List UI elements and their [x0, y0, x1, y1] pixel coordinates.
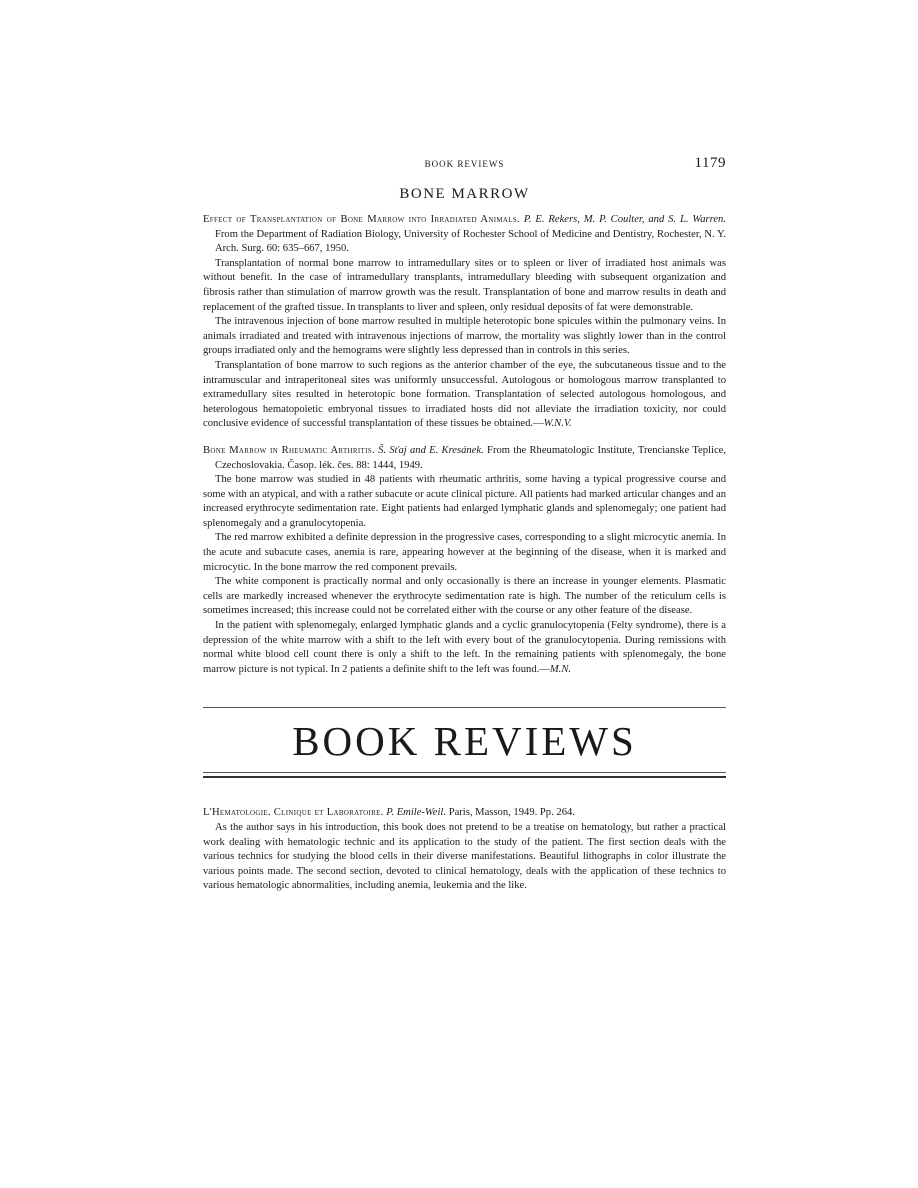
- running-head: [203, 155, 726, 175]
- book-title: L'Hematologie. Clinique et Laboratoire.: [203, 807, 384, 819]
- abstract-paragraph: The bone marrow was studied in 48 patients with rheumatic arthritis, some having a typical progressive course and some with an atypical, and with a rather subacute or acute clinical picture. All patients had marked articular changes and an increased erythrocyte sedimentation rate. Eight patients had enlarged lymphatic glands and splenomegaly; one patient had splenomegaly and a granulocytopenia.: [203, 474, 727, 529]
- double-rule-divider: [203, 772, 726, 778]
- reviewer-initials: W.N.V.: [543, 418, 572, 430]
- section-title: BONE MARROW: [399, 186, 530, 202]
- page-number: 1179: [694, 155, 726, 171]
- book-review-paragraph: As the author says in his introduction, this book does not pretend to be a treatise on hematology, but rather a practical work dealing with hematologic technic and its application to the study of the patient. The first section deals with the various technics for studying the blood cells in their diverse manifestations. Beautiful lithographs in color illustrate the various points made. The second section, devoted to clinical hematology, deals with the application of these technics to various hematologic abnormalities, including anemia, leukemia and the like.: [203, 822, 726, 892]
- abstract-transplantation: [203, 213, 726, 432]
- journal-page: [203, 155, 726, 894]
- book-publication: Paris, Masson, 1949. Pp. 264.: [448, 807, 575, 819]
- running-head-title: BOOK REVIEWS: [424, 159, 505, 169]
- book-reviews-heading: BOOK REVIEWS: [292, 718, 637, 765]
- abstract-citation: [203, 213, 726, 257]
- rule-divider: [203, 707, 726, 708]
- abstract-paragraph: The red marrow exhibited a definite depression in the progressive cases, corresponding to a slight microcytic anemia. In the acute and subacute cases, anemia is rare, appearing however at the beginning of the disease, when it is marked and microcytic. In the bone marrow the red component prevails.: [203, 532, 726, 573]
- abstract-title: Bone Marrow in Rheumatic Arthritis.: [203, 444, 375, 456]
- abstract-paragraph: [203, 359, 726, 432]
- abstract-authors: P. E. Rekers, M. P. Coulter, and S. L. Warren.: [523, 214, 726, 225]
- abstract-title: Effect of Transplantation of Bone Marrow into Irradiated Animals.: [203, 214, 520, 225]
- book-review: [203, 806, 726, 894]
- book-author: P. Emile-Weil.: [386, 807, 447, 819]
- book-review-citation: [203, 806, 726, 821]
- abstract-paragraph: [203, 619, 726, 677]
- abstract-citation: [203, 444, 726, 473]
- abstract-paragraph: The white component is practically normal and only occasionally is there an increase in younger elements. Plasmatic cells are markedly increased whenever the erythrocyte sedimentation rate is high. The number of the reticulum cells is sometimes increased; this increase could not be correlated either with the course or any other feature of the disease.: [203, 576, 726, 617]
- abstract-paragraph-text: In the patient with splenomegaly, enlarged lymphatic glands and a cyclic granulocytopenia (Felty syndrome), there is a depression of the white marrow with a shift to the left with every bout of the granulocytopenia. During remissions with normal white blood cell count there is only a shift to the left. In the remaining patients with splenomegaly, the bone marrow picture is not typical. In 2 patients a definite shift to the left was found.—: [203, 620, 726, 675]
- abstract-paragraph: The intravenous injection of bone marrow resulted in multiple heterotopic bone spicules within the pulmonary veins. In animals irradiated and treated with intravenous injections of marrow, the mortality was slightly lower than in the control groups irradiated only and the hemograms were slightly less depressed than in controls in this series.: [203, 316, 726, 357]
- abstract-paragraph-text: Transplantation of bone marrow to such regions as the anterior chamber of the eye, the subcutaneous tissue and to the intramuscular and intraperitoneal sites was uniformly unsuccessful. Autologous or homologous marrow transplanted to extramedullary sites resulted in heterotopic bone formation. Transplantation of selected autologous homologous, and heterologous hematopoietic embryonal tissues to irradiated hosts did not alleviate the irradiation toxicity, nor could conclusive evidence of successful transplantation of these tissues be obtained.—: [203, 359, 726, 430]
- abstract-source: From the Rheumatologic Institute, Trencianske Teplice, Czechoslovakia. Časop. lék. čes. 88: 1444, 1949.: [215, 444, 726, 471]
- abstract-authors: Š. Sťaj and E. Kresánek.: [378, 444, 484, 456]
- abstract-paragraph: Transplantation of normal bone marrow to intramedullary sites or to spleen or liver of irradiated host animals was without benefit. In the case of intramedullary transplants, intramedullary bleeding with subsequent organization and fibrosis rather than stimulation of marrow growth was the result. Transplantation of bone and marrow results in death and replacement of the grafted tissue. In transplants to liver and spleen, only residual deposits of fat were demonstrable.: [203, 257, 726, 313]
- reviewer-initials: M.N.: [549, 663, 572, 675]
- abstract-rheumatic-arthritis: [203, 444, 726, 678]
- abstract-source: From the Department of Radiation Biology, University of Rochester School of Medicine and Dentistry, Rochester, N. Y. Arch. Surg. 60: 635–667, 1950.: [215, 228, 726, 255]
